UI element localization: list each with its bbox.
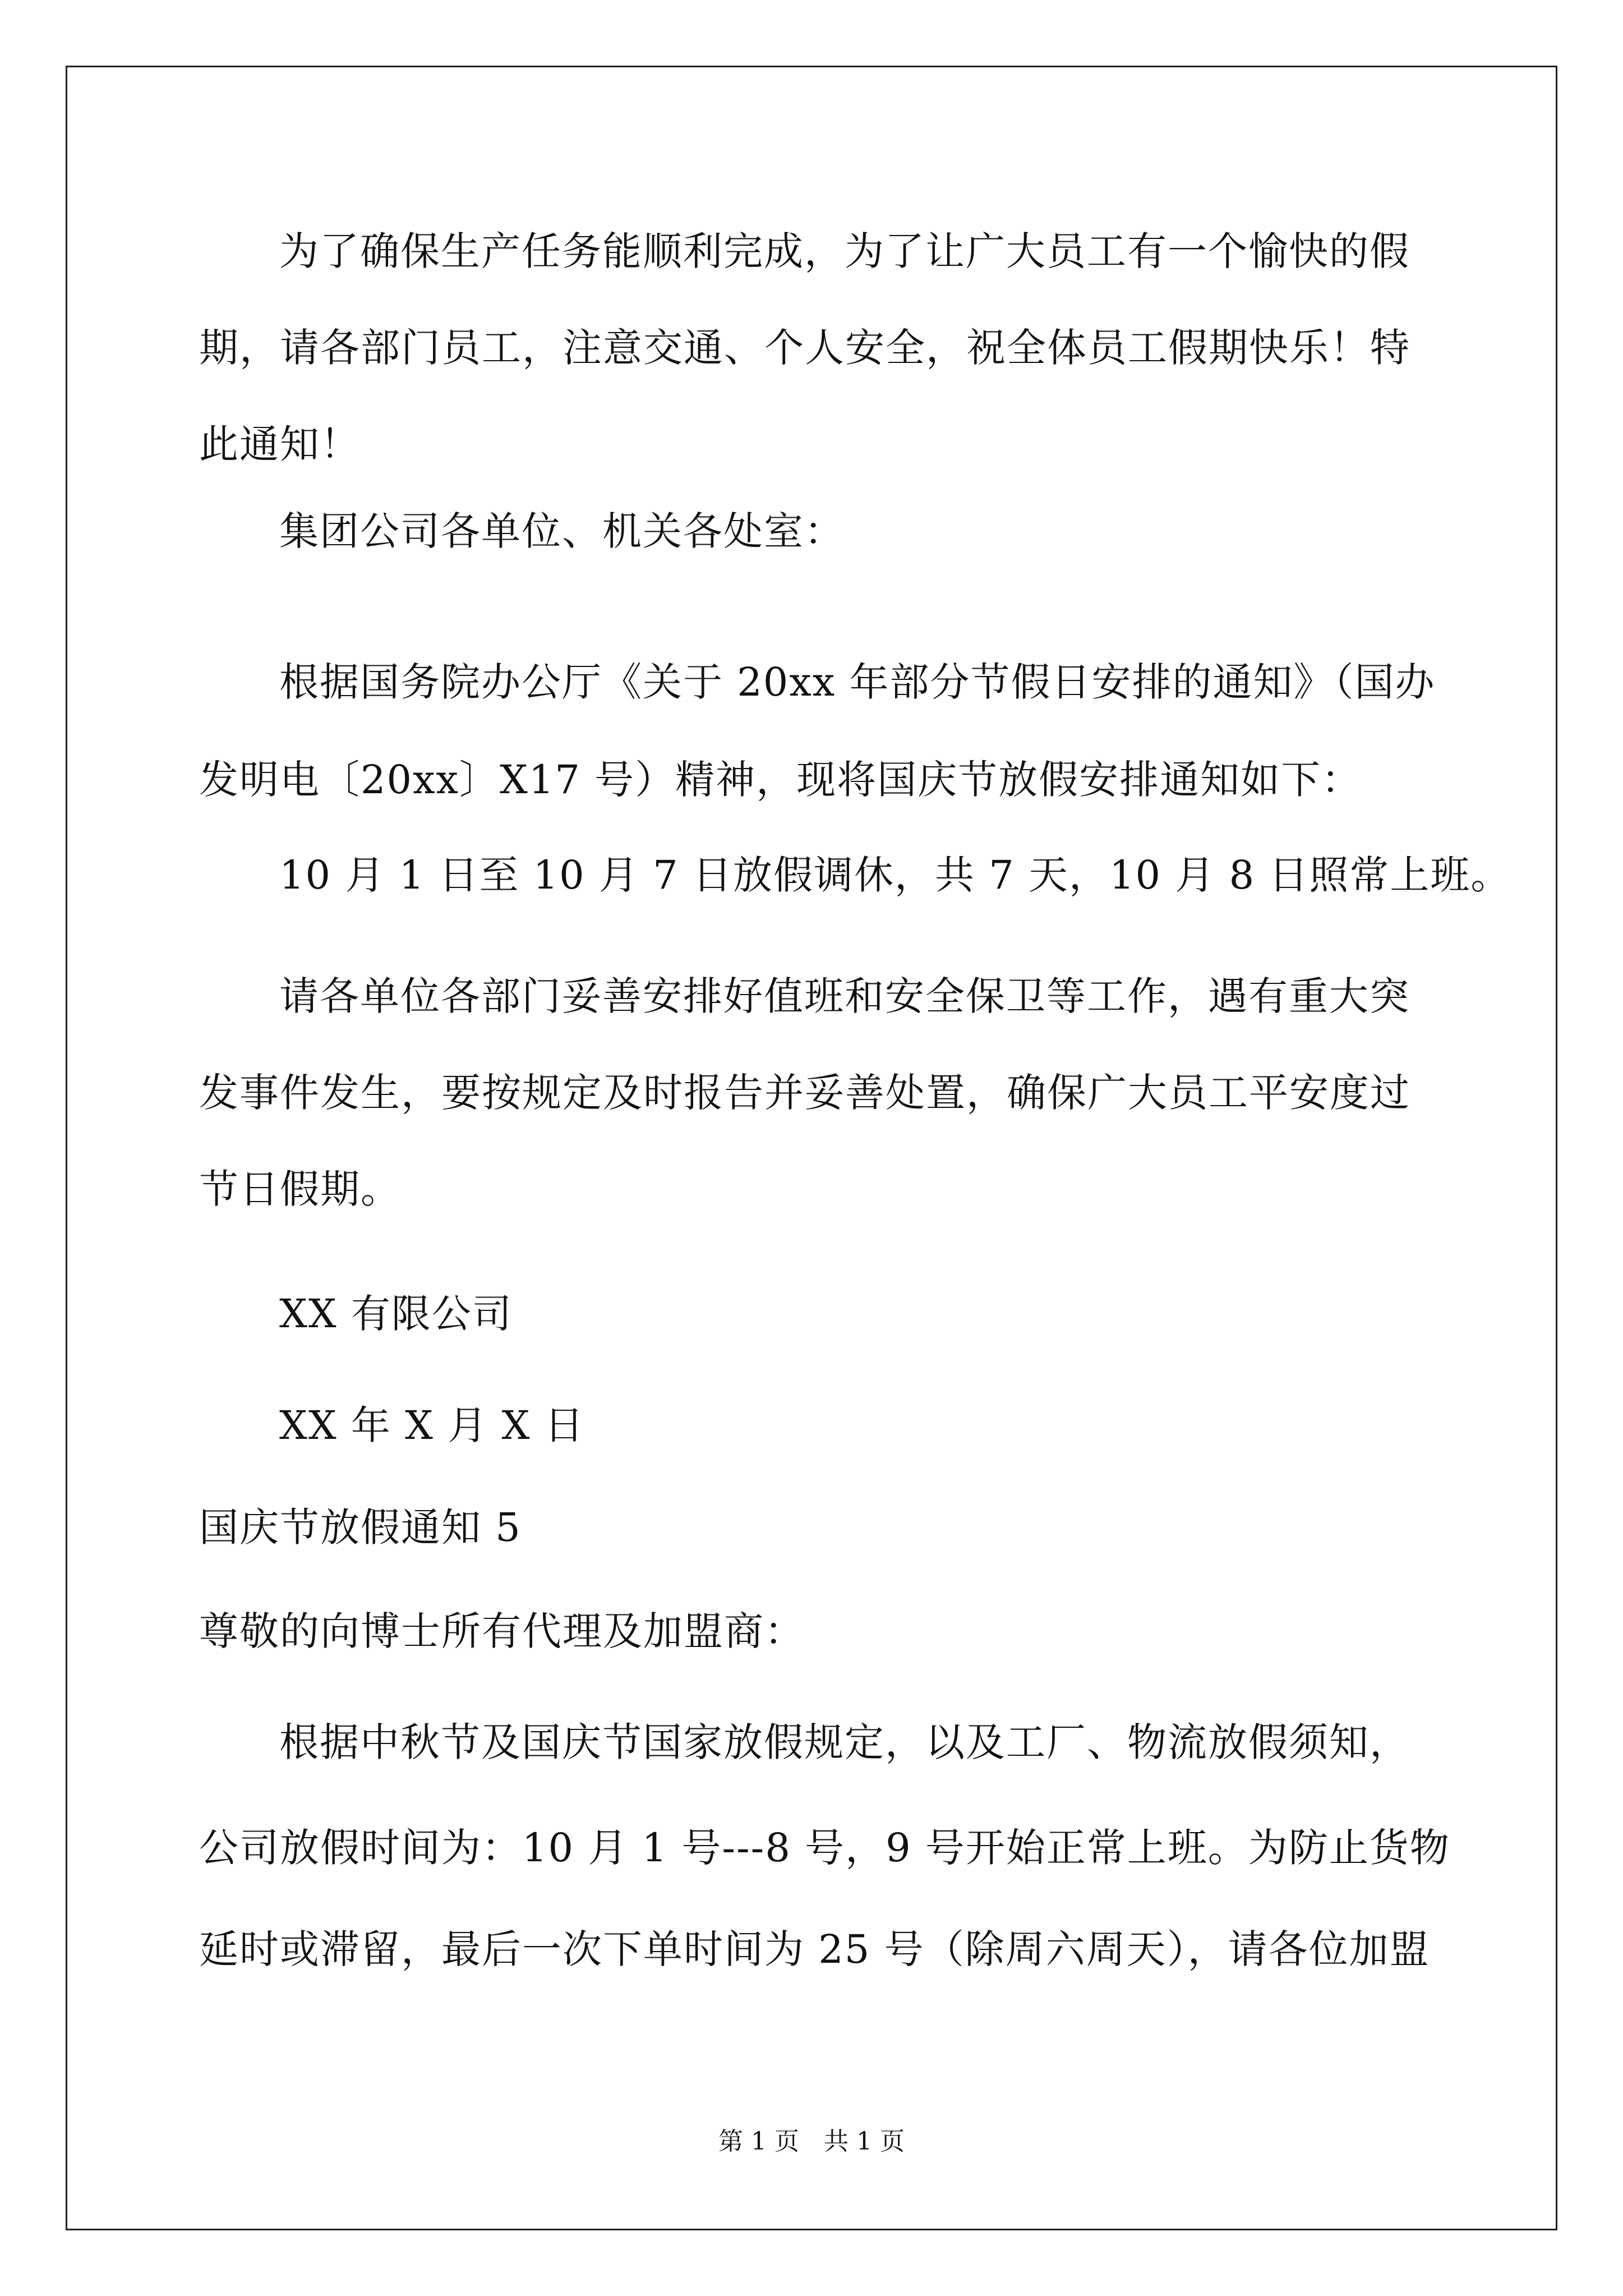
paragraph-line: 延时或滞留，最后一次下单时间为 25 号（除周六周天），请各位加盟 [199, 1926, 1430, 1972]
paragraph-line: 10 月 1 日至 10 月 7 日放假调休，共 7 天，10 月 8 日照常上班。 [279, 852, 1511, 898]
page-border [66, 66, 1557, 2230]
paragraph-line: 为了确保生产任务能顺利完成，为了让广大员工有一个愉快的假 [279, 228, 1410, 274]
paragraph-line: 公司放假时间为：10 月 1 号---8 号，9 号开始正常上班。为防止货物 [199, 1825, 1450, 1871]
paragraph-line: 此通知！ [199, 421, 361, 467]
signature-company: XX 有限公司 [279, 1291, 513, 1337]
paragraph-line: 节日假期。 [199, 1166, 401, 1212]
paragraph-line: 发事件发生，要按规定及时报告并妥善处置，确保广大员工平安度过 [199, 1070, 1410, 1116]
salutation-line: 尊敬的向博士所有代理及加盟商： [199, 1608, 805, 1654]
section-heading: 国庆节放假通知 5 [199, 1504, 522, 1550]
page-number: 第 1 页 共 1 页 [718, 2127, 905, 2156]
paragraph-line: 请各单位各部门妥善安排好值班和安全保卫等工作，遇有重大突 [279, 973, 1410, 1019]
paragraph-line: 根据中秋节及国庆节国家放假规定，以及工厂、物流放假须知， [279, 1719, 1410, 1765]
paragraph-line: 发明电〔20xx〕X17 号）精神，现将国庆节放假安排通知如下： [199, 757, 1362, 803]
paragraph-line: 根据国务院办公厅《关于 20xx 年部分节假日安排的通知》（国办 [279, 659, 1436, 705]
salutation-line: 集团公司各单位、机关各处室： [279, 508, 845, 554]
paragraph-line: 期，请各部门员工，注意交通、个人安全，祝全体员工假期快乐！特 [199, 325, 1410, 371]
signature-date: XX 年 X 月 X 日 [279, 1402, 585, 1448]
